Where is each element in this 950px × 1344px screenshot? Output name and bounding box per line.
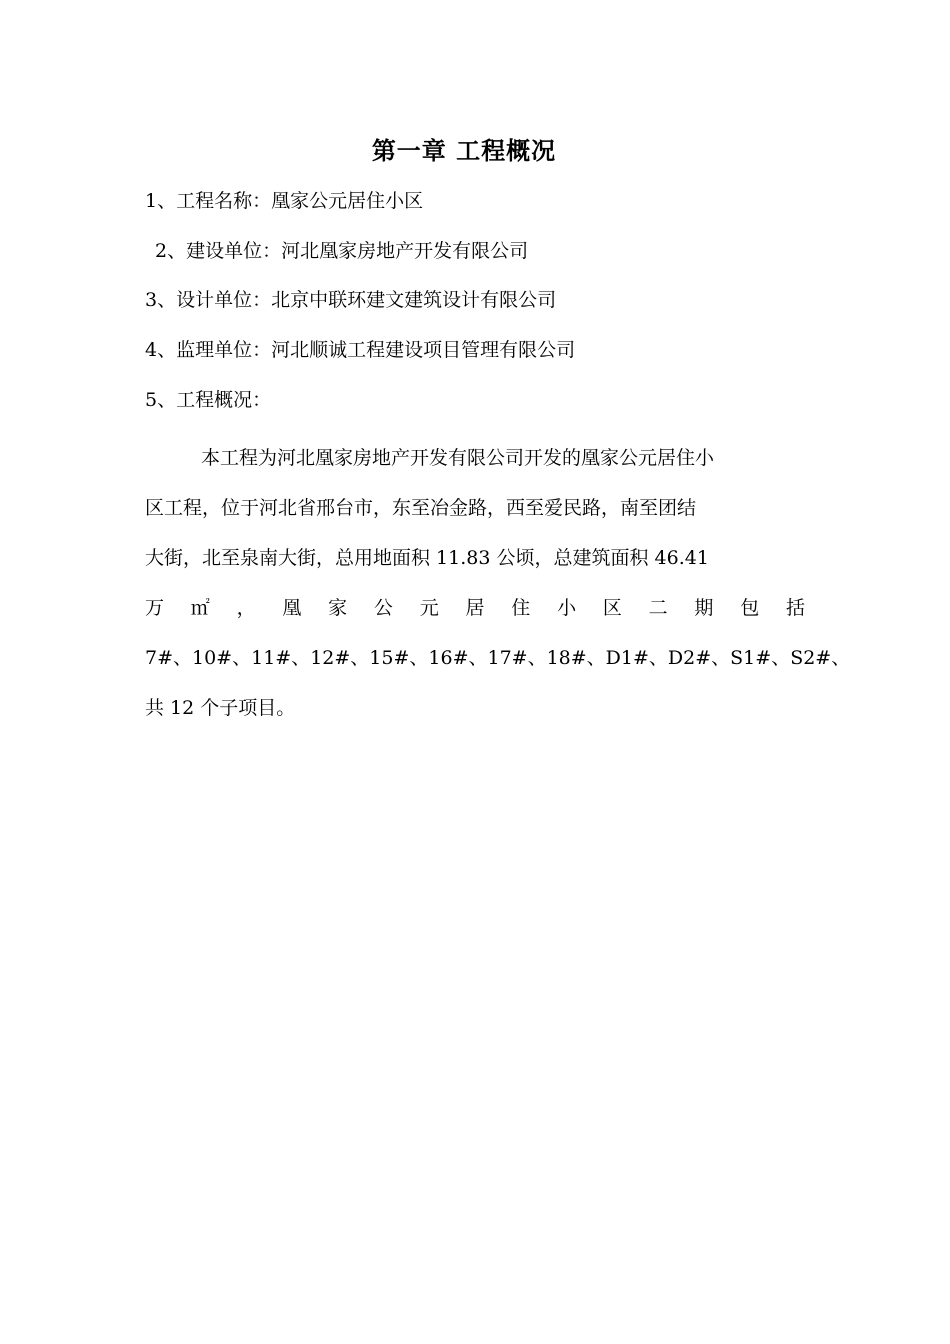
overview-paragraph: [145, 433, 851, 733]
paragraph-line: 本工程为河北凰家房地产开发有限公司开发的凰家公元居住小: [201, 447, 715, 469]
paragraph-line: 万 ㎡ ， 凰 家 公 元 居 住 小 区 二 期 包 括: [145, 597, 805, 619]
construction-unit-line: 2、建设单位：河北凰家房地产开发有限公司: [155, 240, 529, 262]
paragraph-line: 大街，北至泉南大街，总用地面积 11.83 公顷，总建筑面积 46.41: [145, 547, 709, 569]
chapter-title: 第一章 工程概况: [371, 137, 557, 165]
supervision-unit-line: 4、监理单位：河北顺诚工程建设项目管理有限公司: [145, 339, 576, 361]
overview-heading-line: 5、工程概况：: [145, 389, 272, 411]
design-unit-line: 3、设计单位：北京中联环建文建筑设计有限公司: [145, 289, 557, 311]
paragraph-line: 共 12 个子项目。: [145, 697, 296, 719]
project-name-line: 1、工程名称：凰家公元居住小区: [145, 190, 424, 212]
paragraph-line: 7#、10#、11#、12#、15#、16#、17#、18#、D1#、D2#、S1#、S2#、: [145, 647, 851, 669]
paragraph-line: 区工程，位于河北省邢台市，东至冶金路，西至爱民路，南至团结: [145, 497, 697, 519]
